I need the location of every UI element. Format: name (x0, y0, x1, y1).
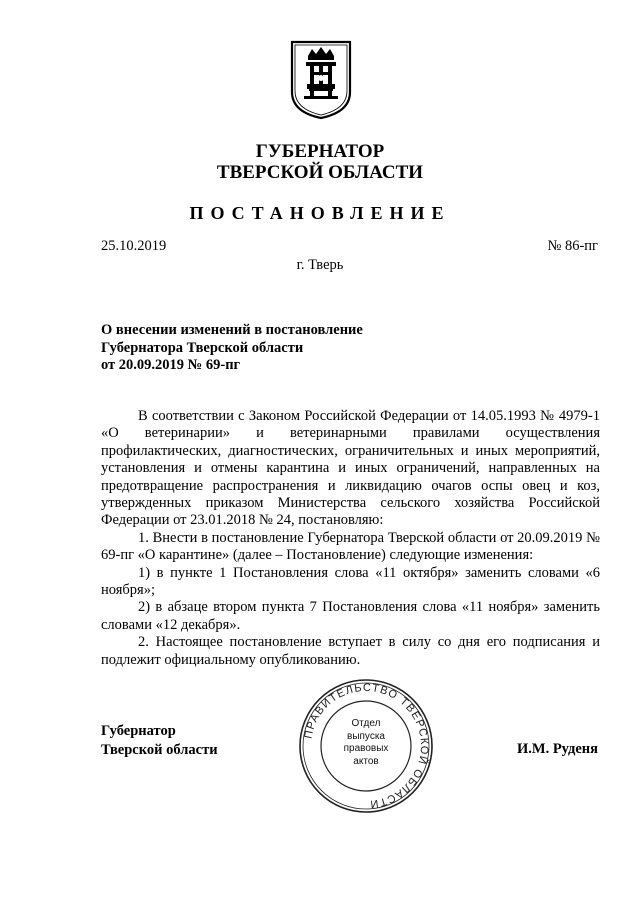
body-paragraph: 1) в пункте 1 Постановления слова «11 октября» заменить словами «6 ноября»; (101, 564, 600, 599)
coat-of-arms-emblem (290, 40, 352, 120)
subject-line: от 20.09.2019 № 69-пг (101, 357, 241, 373)
body-paragraph: 2) в абзаце втором пункта 7 Постановления слова «11 ноября» заменить словами «12 декабря». (101, 599, 600, 633)
document-subject (101, 322, 421, 375)
issuer-title-line2: ТВЕРСКОЙ ОБЛАСТИ (216, 162, 424, 183)
stamp-line: актов (353, 755, 379, 767)
signatory-name: И.М. Руденя (516, 741, 598, 757)
body-paragraph: В соответствии с Законом Российской Федерации от 14.05.1993 № 4979-1 «О ветеринарии» и ветеринарными правилами осуществления профилактических, диагностических, ограничительных и иных мероприятий, установления и отмены карантина и иных ограничений, направленных на предотвращение распространения и ликвидацию очагов оспы овец и коз, утвержденных приказом Министерства сельского хозяйства Российской Федерации от 23.01.2018 № 24, постановляю: (101, 408, 600, 529)
document-type-heading: ПОСТАНОВЛЕНИЕ (189, 203, 451, 223)
body-paragraph: 1. Внести в постановление Губернатора Тверской области от 20.09.2019 № 69-пг «О карантине» (далее – Постановление) следующие изменения: (101, 529, 600, 564)
document-number: № 86-пг (547, 238, 598, 254)
stamp-ring-text: ПРАВИТЕЛЬСТВО ТВЕРСКОЙ ОБЛАСТИ (302, 681, 431, 811)
document-body (101, 408, 600, 669)
document-city: г. Тверь (296, 257, 344, 273)
document-date: 25.10.2019 (101, 238, 167, 254)
signatory-title-line: Губернатор (101, 723, 176, 739)
signatory-title-line: Тверской области (101, 742, 218, 758)
subject-line: Губернатора Тверской области (101, 339, 304, 356)
signatory-title (101, 722, 218, 760)
stamp-inner-text (334, 718, 398, 768)
body-paragraph: 2. Настоящее постановление вступает в силу со дня его подписания и подлежит официальному опубликованию. (101, 634, 600, 668)
subject-line: О внесении изменений в постановление (101, 322, 363, 338)
stamp-line: выпуска (347, 730, 385, 742)
stamp-line: Отдел (351, 718, 381, 729)
stamp-line: правовых (343, 743, 389, 754)
issuer-title-line1: ГУБЕРНАТОР (255, 141, 385, 162)
